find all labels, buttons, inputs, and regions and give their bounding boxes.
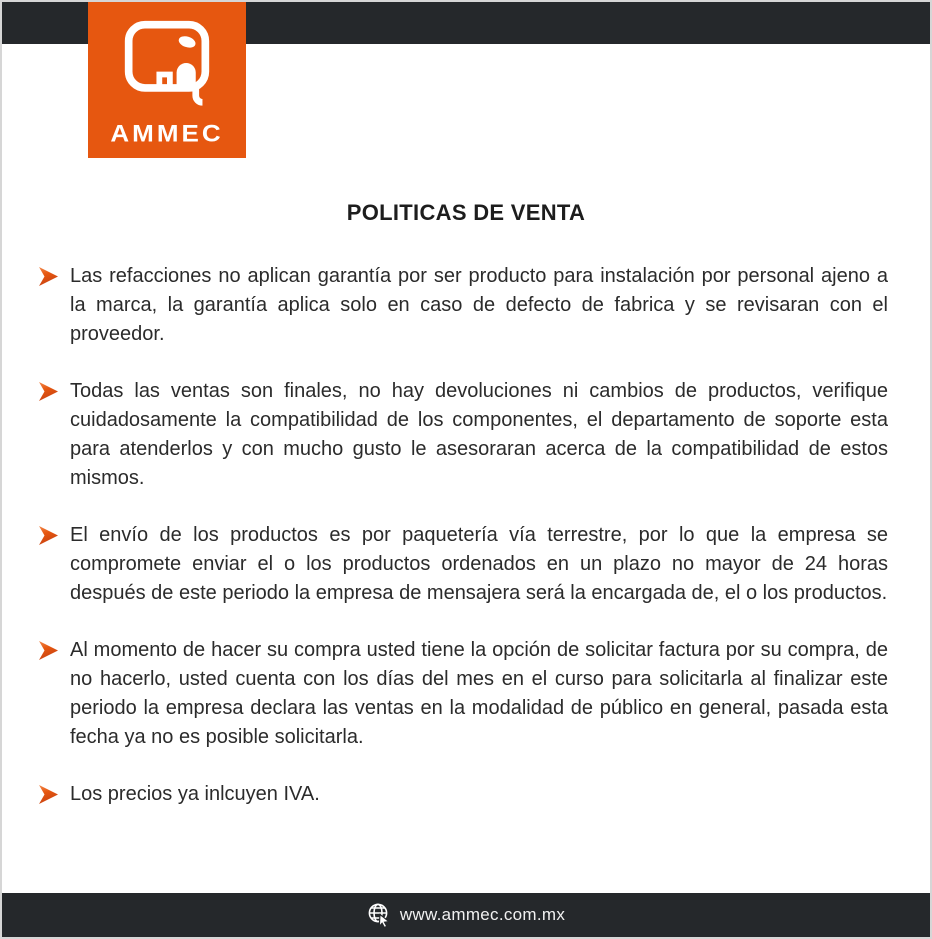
brand-logo [88, 2, 246, 158]
list-item [70, 262, 888, 349]
website-url: www.ammec.com.mx [399, 905, 566, 924]
policy-text: El envío de los productos es por paquetería vía terrestre, por lo que la empresa se compromete enviar el o los productos ordenados en un plazo no mayor de 24 horas después de este periodo la empresa de mensajera será la encargada de, el o los productos. [70, 524, 888, 604]
bullet-arrow-icon [38, 785, 59, 804]
page-title: POLITICAS DE VENTA [346, 200, 586, 225]
policy-text: Al momento de hacer su compra usted tiene la opción de solicitar factura por su compra, de no hacerlo, usted cuenta con los días del mes en el curso para solicitarla al finalizar este periodo la empresa declara las ventas en la modalidad de público en general, pasada esta fecha ya no es posible solicitarla. [70, 639, 888, 748]
policy-text: Las refacciones no aplican garantía por ser producto para instalación por personal ajeno a la marca, la garantía aplica solo en caso de defecto de fabrica y se revisaran con el proveedor. [70, 265, 888, 345]
list-item [70, 636, 888, 752]
list-item [70, 377, 888, 493]
elephant-logo-icon [117, 17, 217, 114]
bullet-arrow-icon [38, 382, 59, 401]
policy-text: Los precios ya inlcuyen IVA. [70, 783, 320, 805]
brand-name: AMMEC [110, 119, 224, 147]
policy-text: Todas las ventas son finales, no hay devoluciones ni cambios de productos, verifique cuidadosamente la compatibilidad de los componentes, el departamento de soporte esta para atenderlos y con mucho gusto le asesoraran acerca de la compatibilidad de estos mismos. [70, 380, 888, 489]
footer-bar [2, 893, 930, 937]
globe-cursor-icon [367, 902, 391, 928]
bullet-arrow-icon [38, 641, 59, 660]
policy-list [70, 262, 888, 837]
bullet-arrow-icon [38, 526, 59, 545]
list-item [70, 521, 888, 608]
bullet-arrow-icon [38, 267, 59, 286]
list-item [70, 780, 888, 809]
